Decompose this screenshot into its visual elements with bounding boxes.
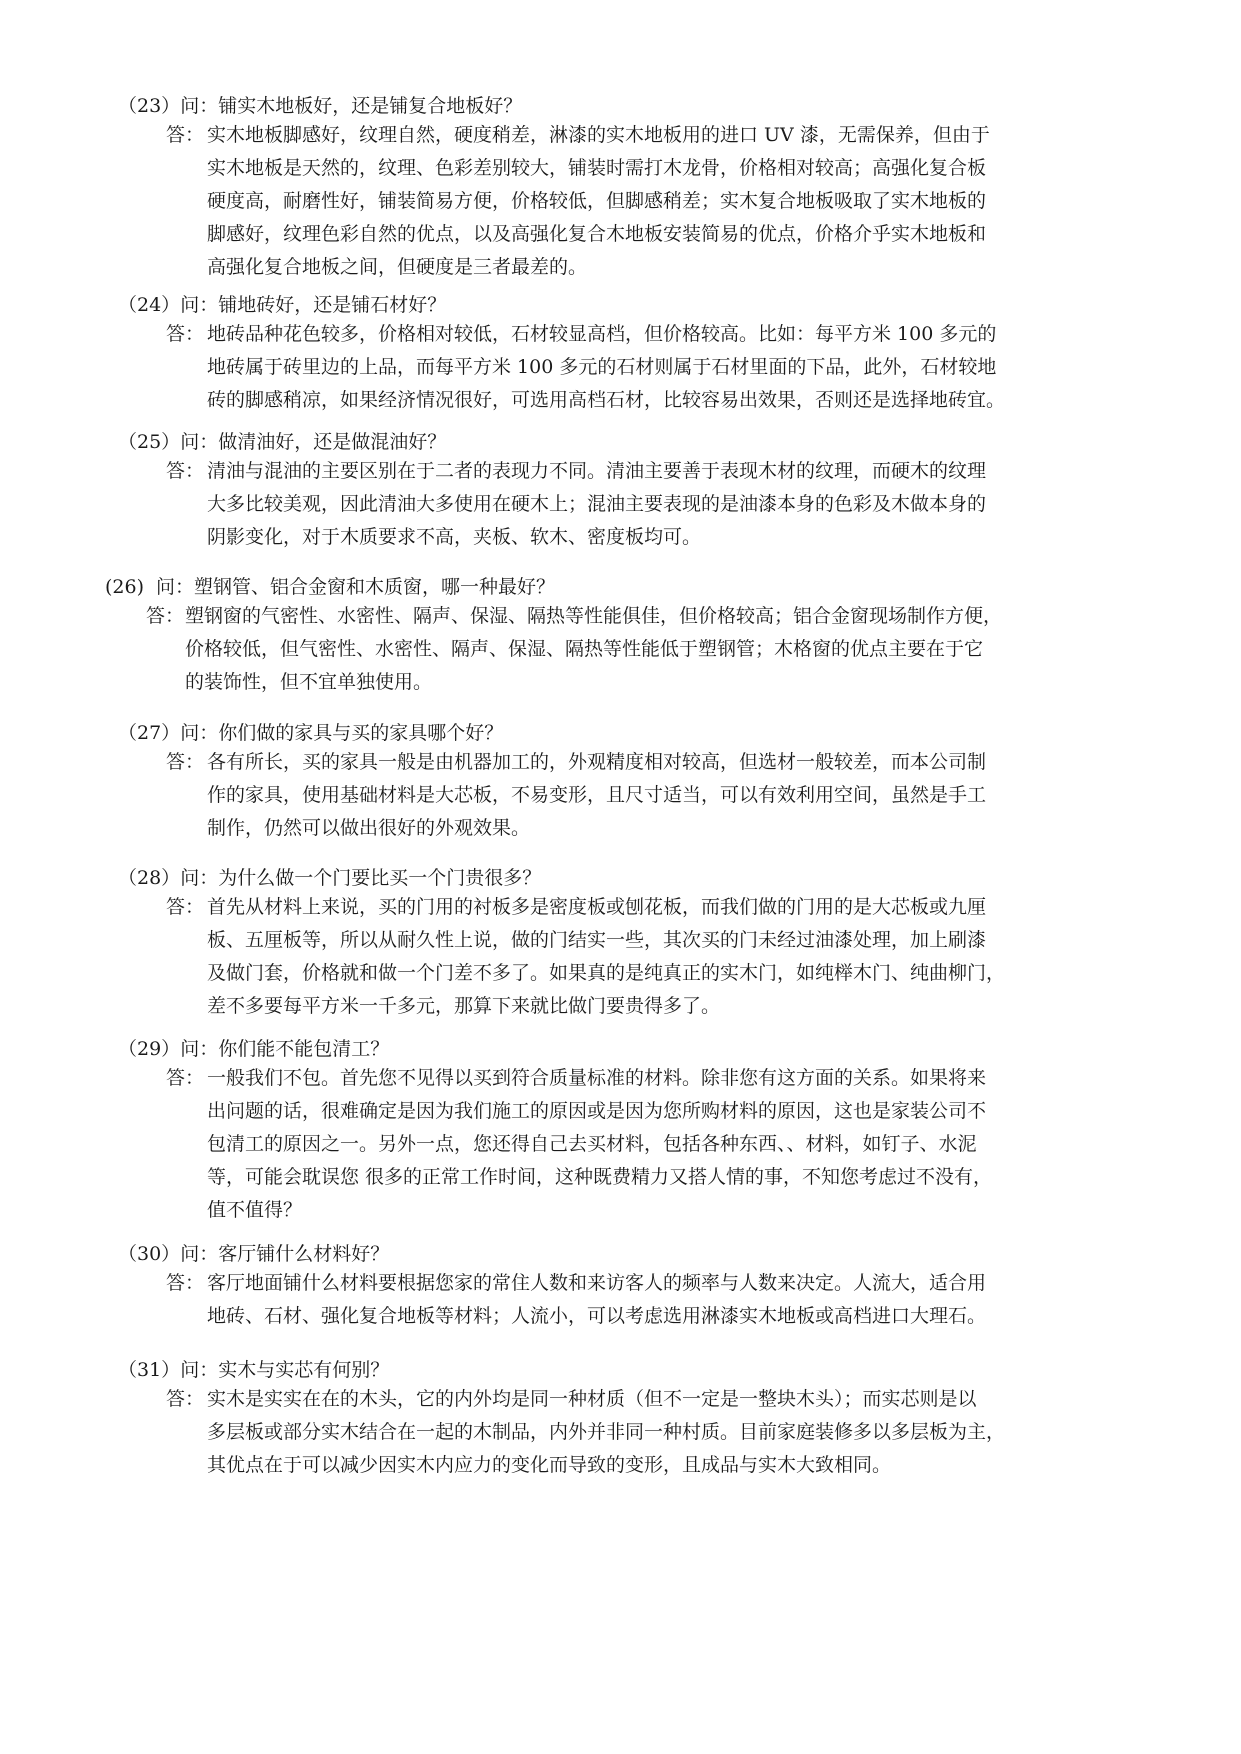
answer-line: 高强化复合地板之间，但硬度是三者最差的。 bbox=[207, 256, 588, 278]
answer-label: 答： bbox=[166, 1272, 205, 1294]
answer-line: 实木是实实在在的木头，它的内外均是同一种材质（但不一定是一整块木头）；而实芯则是以 bbox=[207, 1388, 977, 1410]
question-number: （28） bbox=[118, 867, 181, 889]
answer-line: 差不多要每平方米一千多元，那算下来就比做门要贵得多了。 bbox=[207, 995, 721, 1017]
answer-line: 实木地板是天然的，纹理、色彩差别较大，铺装时需打木龙骨，价格相对较高；高强化复合板 bbox=[207, 157, 987, 179]
answer-line: 的装饰性，但不宜单独使用。 bbox=[185, 671, 433, 693]
answer-text bbox=[207, 746, 986, 845]
question bbox=[118, 1240, 389, 1268]
answer-line: 及做门套，价格就和做一个门差不多了。如果真的是纯真正的实木门，如纯榉木门、纯曲柳门， bbox=[207, 962, 1006, 984]
answer-line: 多层板或部分实木结合在一起的木制品，内外并非同一种村质。目前家庭装修多以多层板为主， bbox=[207, 1421, 1006, 1443]
question-number: （30） bbox=[118, 1243, 181, 1265]
answer-line: 出问题的话，很难确定是因为我们施工的原因或是因为您所购材料的原因，这也是家装公司不 bbox=[207, 1100, 987, 1122]
question-number: （31） bbox=[118, 1359, 181, 1381]
answer-text bbox=[185, 600, 1002, 699]
question bbox=[118, 428, 446, 456]
answer-line: 其优点在于可以减少因实木内应力的变化而导致的变形，且成品与实木大致相同。 bbox=[207, 1454, 892, 1476]
answer-label: 答： bbox=[166, 1388, 205, 1410]
answer-line: 地砖、石材、强化复合地板等材料；人流小，可以考虑选用淋漆实木地板或高档进口大理石。 bbox=[207, 1305, 987, 1327]
answer-line: 地砖品种花色较多，价格相对较低，石材较显高档，但价格较高。比如：每平方米 100 多元的 bbox=[207, 323, 997, 345]
question bbox=[118, 864, 541, 892]
answer-text bbox=[207, 891, 1005, 1023]
question bbox=[118, 291, 446, 319]
answer-line: 塑钢窗的气密性、水密性、隔声、保湿、隔热等性能俱佳，但价格较高；铝合金窗现场制作方便， bbox=[185, 605, 1003, 627]
answer-line: 大多比较美观，因此清油大多使用在硬木上；混油主要表现的是油漆本身的色彩及木做本身的 bbox=[207, 493, 987, 515]
question-number: (26) bbox=[105, 576, 145, 598]
question-text: 问：铺地砖好，还是铺石材好？ bbox=[180, 294, 447, 316]
answer-label: 答： bbox=[146, 605, 185, 627]
answer-line: 价格较低，但气密性、水密性、隔声、保湿、隔热等性能低于塑钢管；木格窗的优点主要在于它 bbox=[185, 638, 984, 660]
answer-text bbox=[207, 1383, 1005, 1482]
answer-label: 答： bbox=[166, 323, 205, 345]
question-text: 问：做清油好，还是做混油好？ bbox=[180, 431, 447, 453]
question-text: 问：你们做的家具与买的家具哪个好？ bbox=[180, 722, 504, 744]
question-text: 问：铺实木地板好，还是铺复合地板好？ bbox=[180, 95, 523, 117]
answer-line: 客厅地面铺什么材料要根据您家的常住人数和来访客人的频率与人数来决定。人流大，适合用 bbox=[207, 1272, 987, 1294]
answer-line: 制作，仍然可以做出很好的外观效果。 bbox=[207, 817, 531, 839]
answer-line: 等，可能会耽误您 很多的正常工作时间，这种既费精力又搭人情的事，不知您考虑过不没有， bbox=[207, 1166, 993, 1188]
answer-label: 答： bbox=[166, 124, 205, 146]
answer-line: 阴影变化，对于木质要求不高，夹板、软木、密度板均可。 bbox=[207, 526, 702, 548]
answer-line: 首先从材料上来说，买的门用的衬板多是密度板或刨花板，而我们做的门用的是大芯板或九厘 bbox=[207, 896, 987, 918]
answer-line: 包清工的原因之一。另外一点，您还得自己去买材料，包括各种东西、、材料，如钉子、水泥 bbox=[207, 1133, 977, 1155]
question-number: （24） bbox=[118, 294, 181, 316]
answer-text bbox=[207, 455, 986, 554]
question-text: 问：客厅铺什么材料好？ bbox=[180, 1243, 390, 1265]
answer-line: 作的家具，使用基础材料是大芯板，不易变形，且尺寸适当，可以有效利用空间，虽然是手工 bbox=[207, 784, 987, 806]
question-text: 问：塑钢管、铝合金窗和木质窗，哪一种最好？ bbox=[156, 576, 556, 598]
answer-text bbox=[207, 1267, 986, 1333]
answer-text bbox=[207, 318, 1005, 417]
question-text: 问：为什么做一个门要比买一个门贵很多？ bbox=[180, 867, 542, 889]
question-number: （27） bbox=[118, 722, 181, 744]
answer-label: 答： bbox=[166, 751, 205, 773]
answer-line: 清油与混油的主要区别在于二者的表现力不同。清油主要善于表现木材的纹理，而硬木的纹理 bbox=[207, 460, 987, 482]
question bbox=[118, 1356, 389, 1384]
answer-label: 答： bbox=[166, 896, 205, 918]
answer-text bbox=[207, 119, 990, 284]
question-number: （25） bbox=[118, 431, 181, 453]
question-text: 问：你们能不能包清工？ bbox=[180, 1038, 390, 1060]
answer-line: 一般我们不包。首先您不见得以买到符合质量标准的材料。除非您有这方面的关系。如果将来 bbox=[207, 1067, 987, 1089]
question-number: （23） bbox=[118, 95, 181, 117]
answer-line: 值不值得？ bbox=[207, 1199, 303, 1221]
answer-line: 硬度高，耐磨性好，铺装简易方便，价格较低，但脚感稍差；实木复合地板吸取了实木地板的 bbox=[207, 190, 987, 212]
question bbox=[118, 1035, 389, 1063]
question bbox=[118, 719, 503, 747]
question bbox=[105, 573, 555, 601]
answer-line: 各有所长，买的家具一般是由机器加工的，外观精度相对较高，但选材一般较差，而本公司制 bbox=[207, 751, 987, 773]
question bbox=[118, 92, 522, 120]
answer-line: 脚感好，纹理色彩自然的优点，以及高强化复合木地板安装简易的优点，价格介乎实木地板和 bbox=[207, 223, 987, 245]
answer-line: 板、五厘板等，所以从耐久性上说，做的门结实一些，其次买的门未经过油漆处理，加上刷漆 bbox=[207, 929, 987, 951]
answer-label: 答： bbox=[166, 1067, 205, 1089]
answer-text bbox=[207, 1062, 992, 1227]
answer-label: 答： bbox=[166, 460, 205, 482]
answer-line: 地砖属于砖里边的上品，而每平方米 100 多元的石材则属于石材里面的下品，此外，石材较地 bbox=[207, 356, 997, 378]
answer-line: 砖的脚感稍凉，如果经济情况很好，可选用高档石材，比较容易出效果，否则还是选择地砖宜。 bbox=[207, 389, 1006, 411]
question-number: （29） bbox=[118, 1038, 181, 1060]
question-text: 问：实木与实芯有何别？ bbox=[180, 1359, 390, 1381]
answer-line: 实木地板脚感好，纹理自然，硬度稍差，淋漆的实木地板用的进口 UV 漆，无需保养，但由于 bbox=[207, 124, 990, 146]
